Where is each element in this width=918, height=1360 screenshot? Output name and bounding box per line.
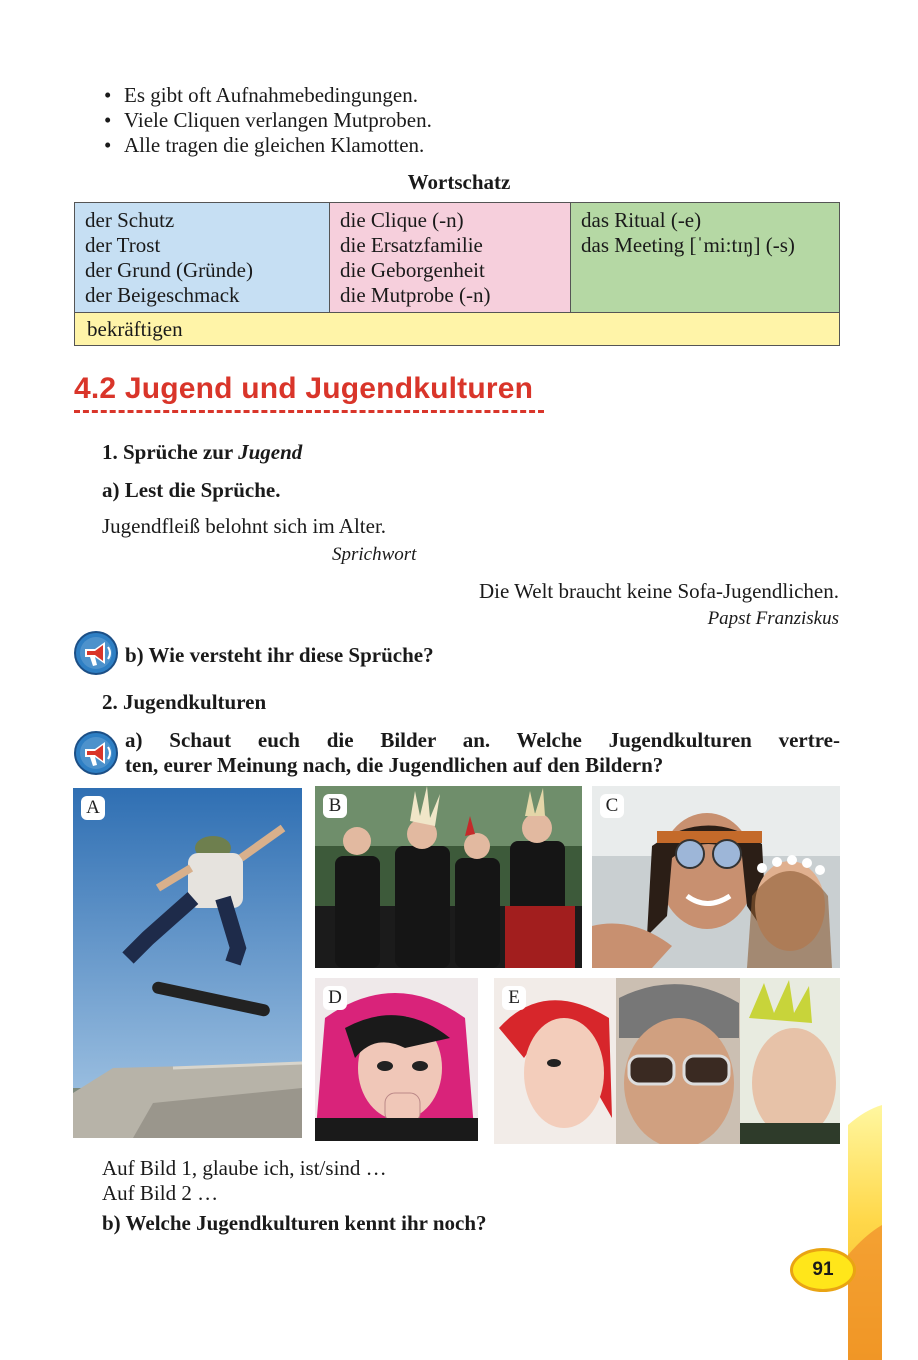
vocab-word: die Clique (-n) [340,208,464,232]
vocab-column-feminine [330,203,571,312]
task2-b: b) Welche Jugendkulturen kennt ihr noch? [102,1211,487,1235]
task1-heading-italic: Jugend [238,440,303,464]
photo-faces [494,978,840,1144]
photo-label: A [81,796,105,820]
vocab-row-verbs: bekräftigen [75,312,839,345]
megaphone-icon [73,630,119,676]
vocab-column-masculine [75,203,330,312]
task2-a-line2: ten, eurer Meinung nach, die Jugendlichen auf den Bildern? [125,753,664,777]
page-edge-stripe [848,1105,882,1360]
megaphone-icon [73,730,119,776]
quote-1-source: Sprichwort [332,544,417,565]
photo-emo [315,978,478,1141]
bullet-item: • Es gibt oft Aufnahmebedingungen. [102,83,432,108]
wortschatz-title: Wortschatz [407,170,511,194]
task1-a: a) Lest die Sprüche. [102,478,281,502]
vocab-word: der Trost [85,233,161,257]
vocab-word: die Ersatzfamilie [340,233,483,257]
task1-heading [102,440,302,465]
task1-b: b) Wie versteht ihr diese Sprüche? [125,643,434,667]
quote-2: Die Welt braucht keine Sofa-Jugendlichen. [478,579,839,603]
task1-heading-text: 1. Sprüche zur [102,440,239,464]
quote-1: Jugendfleiß belohnt sich im Alter. [102,514,387,538]
vocab-word: die Mutprobe (-n) [340,283,491,307]
photo-label: D [323,986,347,1010]
wortschatz-table [74,202,840,346]
vocab-word: der Schutz [85,208,175,232]
photo-label: E [502,986,526,1010]
vocab-word: die Geborgenheit [340,258,485,282]
photo-hippies [592,786,840,968]
task2-a-line1: a) Schaut euch die Bilder an. Welche Jugendkulturen vertre- [125,728,840,752]
vocab-word: das Ritual (-e) [581,208,702,232]
example-line-2: Auf Bild 2 … [102,1181,219,1205]
title-underline [74,410,544,413]
vocab-column-neuter [571,203,839,312]
bullet-list [102,83,432,158]
photo-punks [315,786,582,968]
photo-label: B [323,794,347,818]
vocab-word: der Beigeschmack [85,283,240,307]
task2-heading: 2. Jugendkulturen [102,690,267,714]
photo-label: C [600,794,624,818]
vocab-word: das Meeting [ˈmi:tɪŋ] (-s) [581,233,795,257]
section-title: 4.2 Jugend und Jugendkulturen [74,372,534,405]
example-line-1: Auf Bild 1, glaube ich, ist/sind … [102,1156,387,1180]
bullet-item: • Viele Cliquen verlangen Mutproben. [102,108,432,133]
page-number: 91 [790,1248,856,1292]
photo-skateboarder [73,788,302,1138]
bullet-item: • Alle tragen die gleichen Klamotten. [102,133,432,158]
vocab-word: der Grund (Gründe) [85,258,253,282]
quote-2-source: Papst Franziskus [707,608,839,629]
